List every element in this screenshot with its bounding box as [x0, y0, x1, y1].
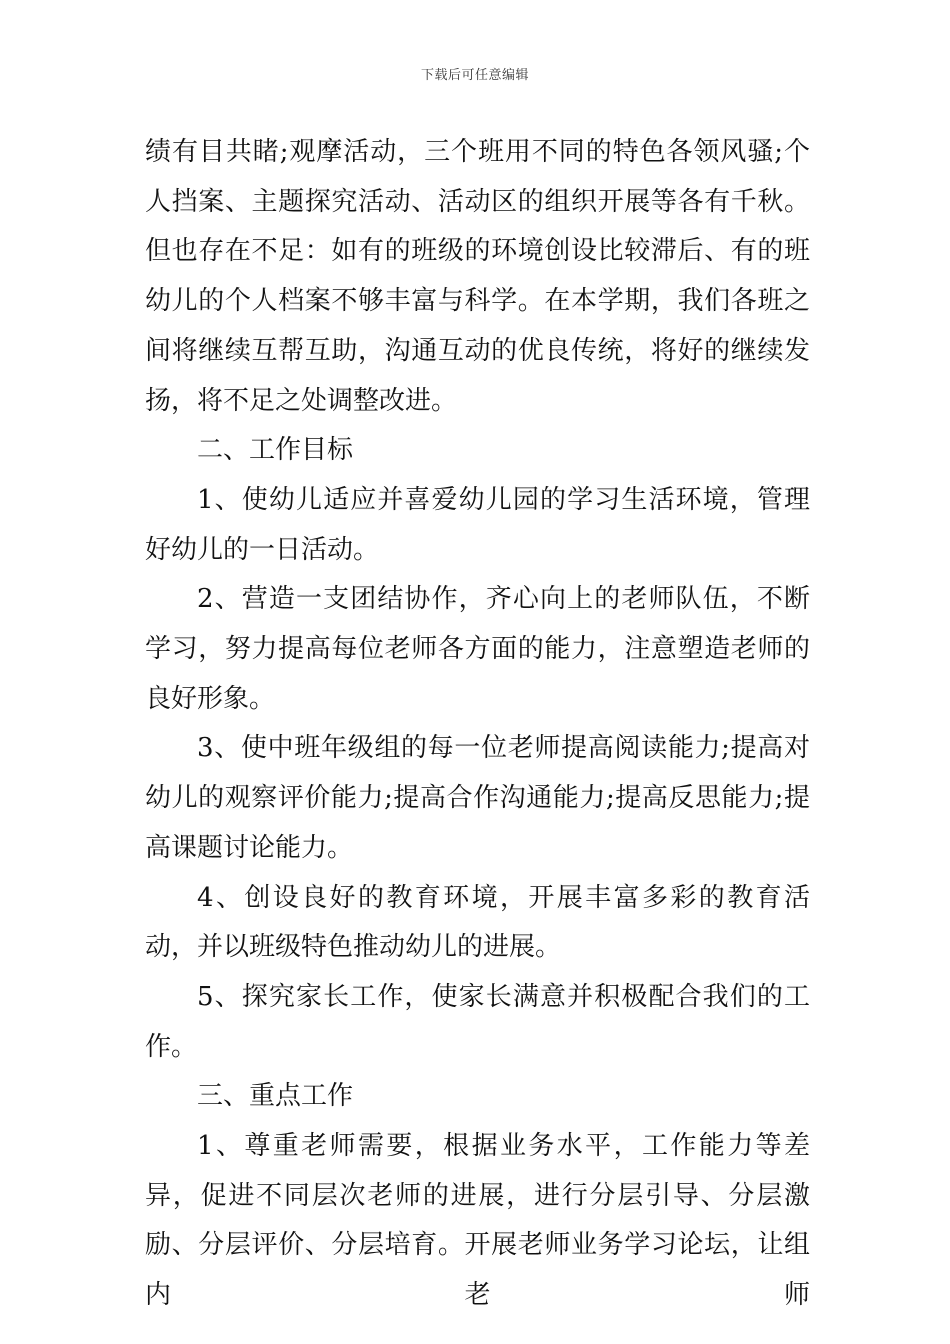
- paragraph-intro-continuation: 绩有目共睹;观摩活动，三个班用不同的特色各领风骚;个人挡案、主题探究活动、活动区的组织开展等各有千秋。但也存在不足：如有的班级的环境创设比较滞后、有的班幼儿的个人档案不够丰富与科学。在本学期，我们各班之间将继续互帮互助，沟通互动的优良传统，将好的继续发扬，将不足之处调整改进。: [145, 137, 810, 416]
- goal-item-1: 1、使幼儿适应并喜爱幼儿园的学习生活环境，管理好幼儿的一日活动。: [145, 484, 810, 565]
- goal-item-3: 3、使中班年级组的每一位老师提高阅读能力;提高对幼儿的观察评价能力;提高合作沟通能力;提高反思能力;提高课题讨论能力。: [145, 733, 810, 863]
- goal-item-2: 2、营造一支团结协作，齐心向上的老师队伍，不断学习，努力提高每位老师各方面的能力，注意塑造老师的良好形象。: [145, 584, 810, 714]
- section-heading-key-work: 三、重点工作: [197, 1081, 354, 1112]
- goal-item-4: 4、创设良好的教育环境，开展丰富多彩的教育活动，并以班级特色推动幼儿的进展。: [145, 882, 810, 963]
- section-heading-work-goals: 二、工作目标: [197, 435, 354, 466]
- page-header-note: 下载后可任意编辑: [420, 68, 529, 83]
- document-body: [145, 128, 810, 1321]
- key-work-item-1: 1、尊重老师需要，根据业务水平，工作能力等差异，促进不同层次老师的进展，进行分层引导、分层激励、分层评价、分层培育。开展老师业务学习论坛，让组内老师: [145, 1131, 810, 1311]
- goal-item-5: 5、探究家长工作，使家长满意并积极配合我们的工作。: [145, 981, 810, 1062]
